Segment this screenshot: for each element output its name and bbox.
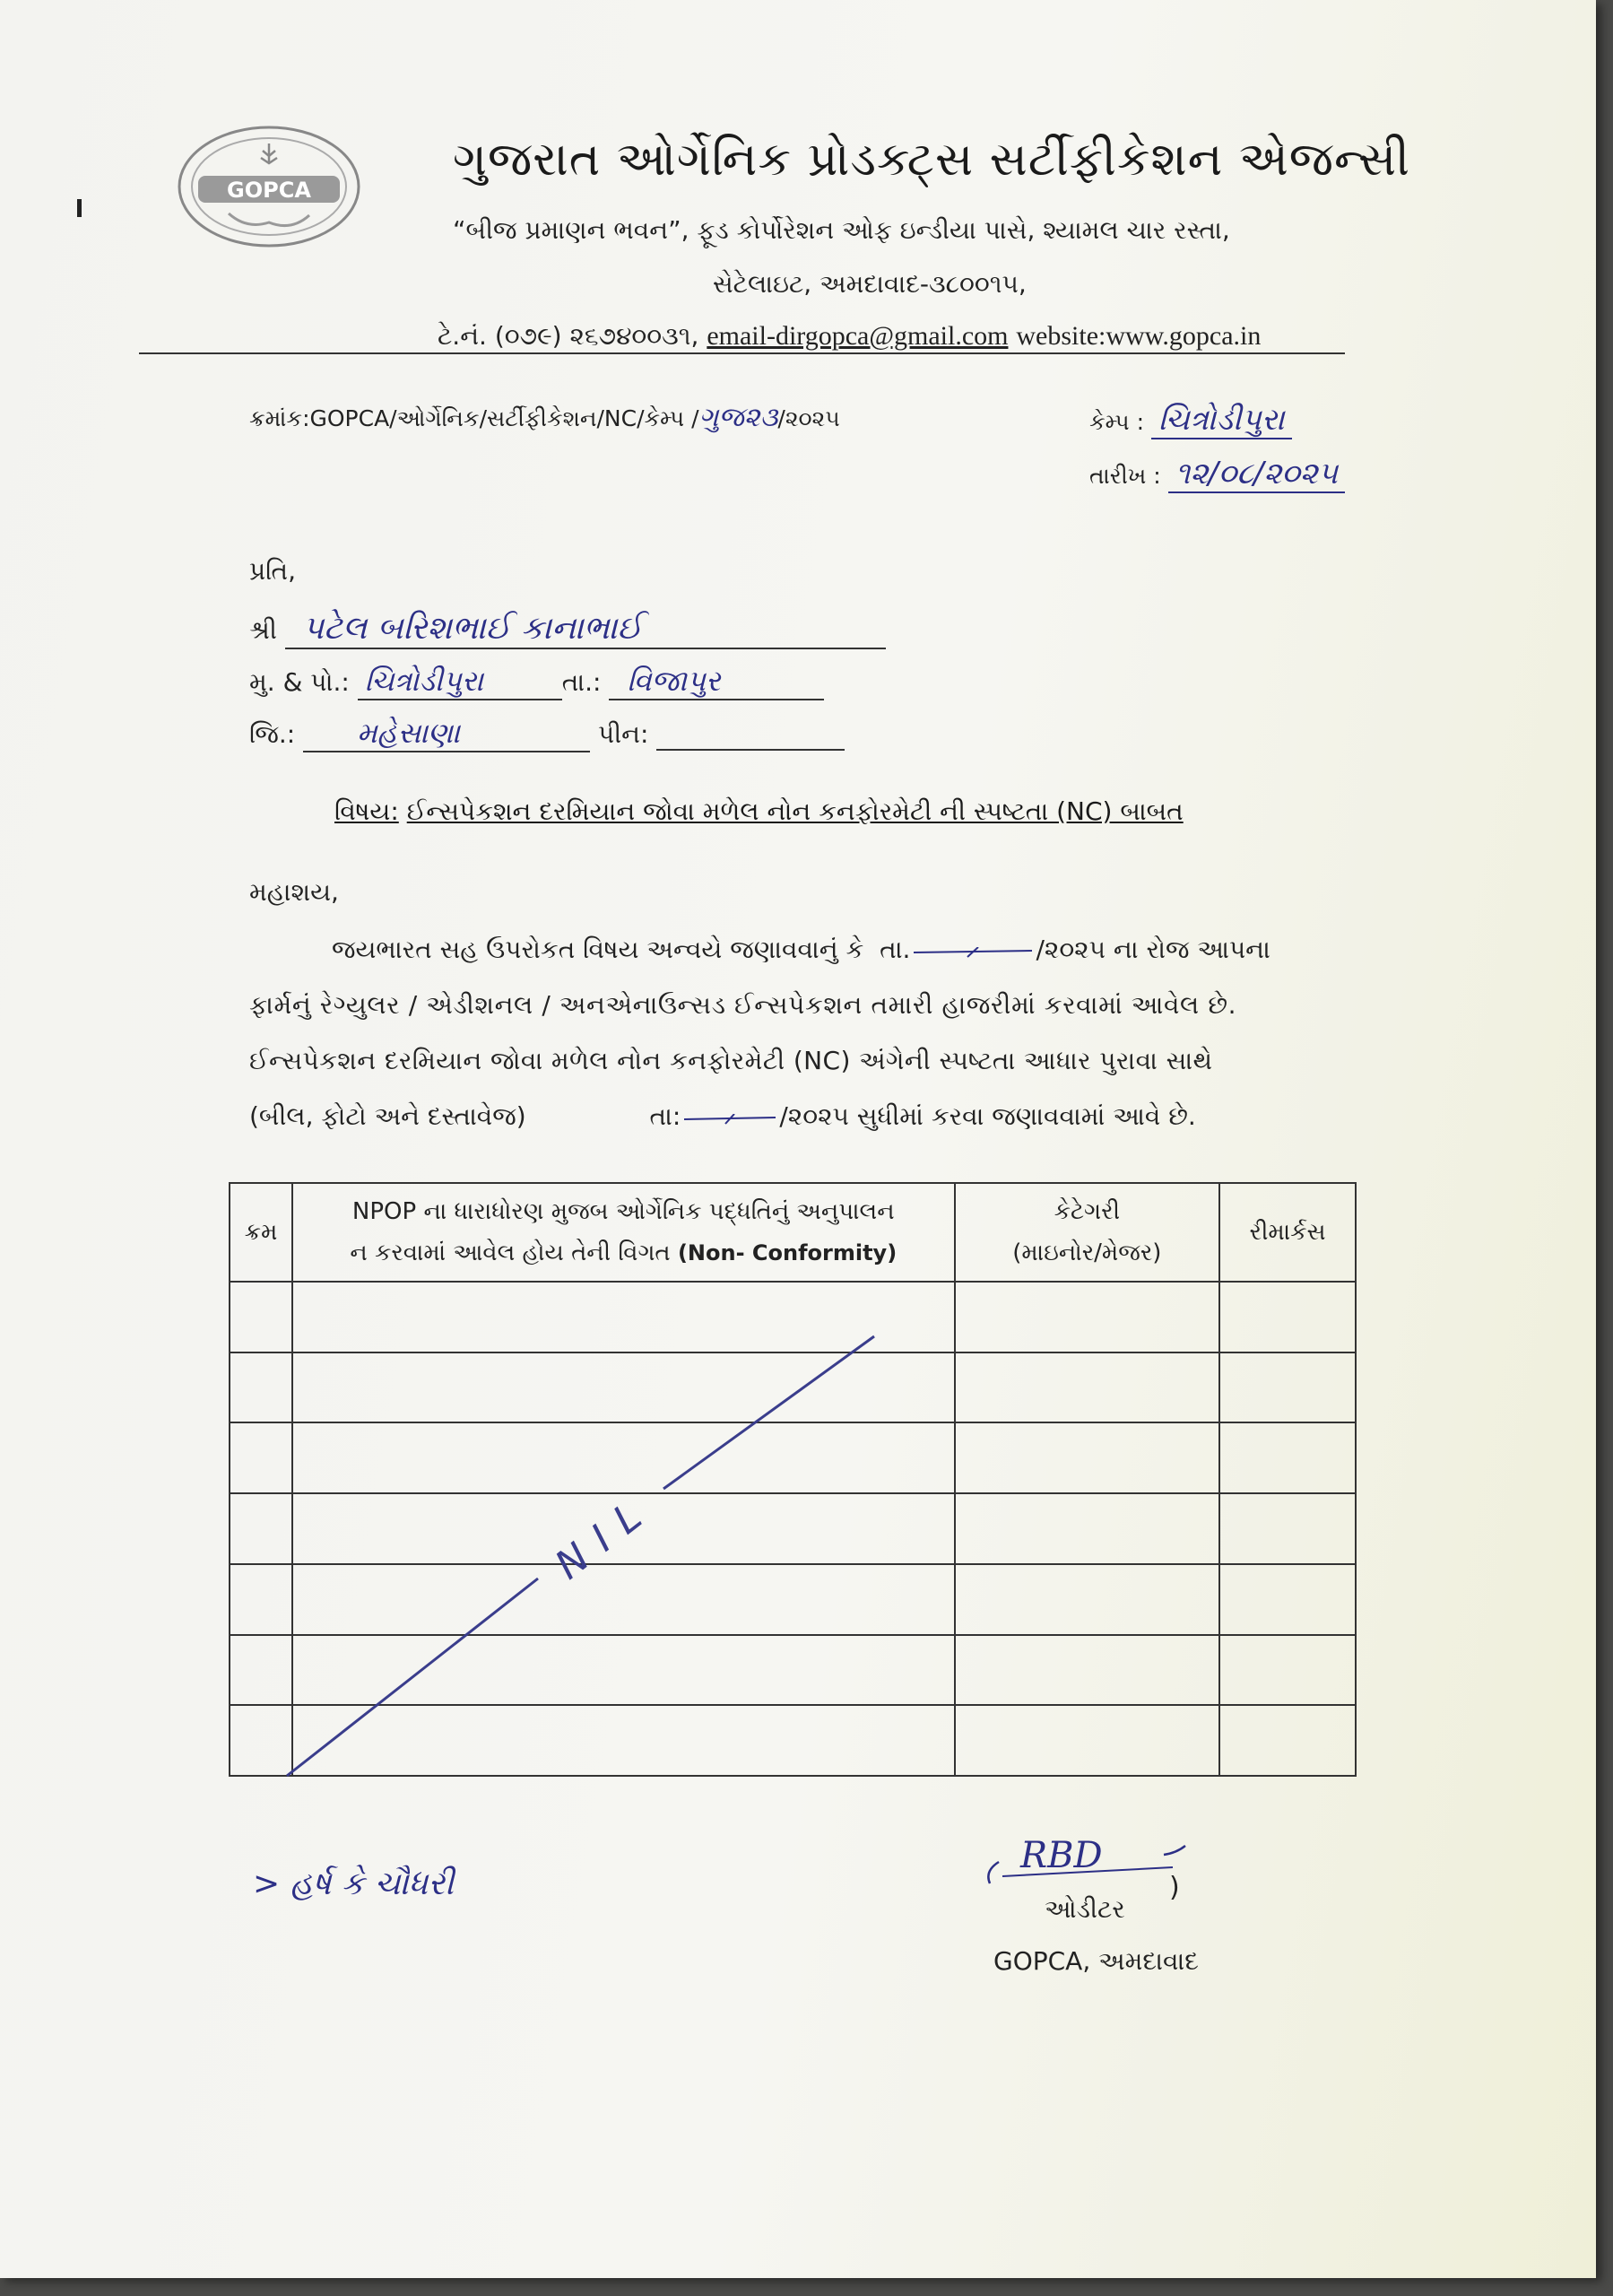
col-category-line-1: કેટેગરી xyxy=(1054,1198,1121,1225)
organization-title: ગુજરાત ઓર્ગેનિક પ્રોડક્ટ્સ સર્ટીફીકેશન એજન્સી xyxy=(453,133,1411,187)
auditor-organization: GOPCA, અમદાવાદ xyxy=(993,1946,1199,1976)
body-line-3: ઈન્સપેકશન દરમિયાન જોવા મળેલ નોન કનફોરમેટી (NC) અંગેની સ્પષ્ટતા આધાર પુરાવા સાથે xyxy=(249,1046,1213,1075)
address-line-1: “બીજ પ્રમાણન ભવન”, ફૂડ કોર્પોરેશન ઓફ ઇન્ડીયા પાસે, શ્યામલ ચાર રસ્તા, xyxy=(453,215,1230,245)
address-line-2: સેટેલાઇટ, અમદાવાદ-૩૮૦૦૧૫, xyxy=(713,269,1027,299)
punch-mark xyxy=(77,199,82,217)
logo-text: GOPCA xyxy=(227,178,311,203)
pin-label: પીન: xyxy=(597,719,649,749)
auditor-label: ઓડીટર xyxy=(1045,1894,1125,1924)
addressee-to: પ્રતિ, xyxy=(249,556,296,586)
salutation: મહાશય, xyxy=(249,877,339,907)
inspection-date-blank xyxy=(910,935,1036,964)
body-line-4b: તા: xyxy=(649,1101,681,1131)
pin-blank xyxy=(656,719,845,751)
date-label: તારીખ : xyxy=(1089,463,1161,489)
subject-label: વિષય: xyxy=(334,796,399,826)
camp-value: ચિત્રોડીપુરા xyxy=(1151,402,1292,439)
col-detail-header xyxy=(292,1183,955,1282)
col-detail-english: (Non- Conformity) xyxy=(677,1240,898,1265)
village-label: મુ. & પો.: xyxy=(249,667,350,697)
svg-text:): ) xyxy=(1169,1872,1180,1901)
village-value: ચિત્રોડીપુરા xyxy=(358,664,562,700)
reference-number xyxy=(249,402,840,433)
col-sr-header: ક્રમ xyxy=(230,1183,292,1282)
email-address: email-dirgopca@gmail.com xyxy=(707,321,1009,351)
body-line-1 xyxy=(332,935,1270,965)
col-remarks-header: રીમાર્કસ xyxy=(1219,1183,1356,1282)
subject-text: ઈન્સપેકશન દરમિયાન જોવા મળેલ નોન કનફોરમેટી ની સ્પષ્ટતા (NC) બાબત xyxy=(406,796,1184,826)
col-category-header xyxy=(955,1183,1220,1282)
camp-field xyxy=(1089,402,1292,438)
shri-label: શ્રી xyxy=(249,615,277,645)
body-line-4a: (બીલ, ફોટો અને દસ્તાવેજ) xyxy=(249,1101,526,1131)
body-line-1a: જયભારત સહ ઉપરોકત વિષય અન્વયે જણાવવાનું કે xyxy=(332,935,864,964)
gopca-logo xyxy=(175,124,363,249)
nil-strike-mark xyxy=(269,1327,897,1785)
col-detail-line-2: ન કરવામાં આવેલ હોય તેની વિગત xyxy=(350,1239,671,1266)
district-value: મહેસાણા xyxy=(303,716,590,752)
reference-prefix: ક્રમાંક:GOPCA/ઓર્ગેનિક/સર્ટીફીકેશન/NC/કેમ્પ / xyxy=(249,405,699,431)
camp-label: કેમ્પ : xyxy=(1089,409,1144,435)
body-line-1b: તા. xyxy=(880,935,911,964)
reference-handwritten-number: ગુજ૨૩ xyxy=(698,402,778,433)
taluka-value: વિજાપુર xyxy=(609,664,824,700)
signature-initials: RBD xyxy=(1020,1835,1103,1876)
reference-suffix: /૨૦૨૫ xyxy=(777,405,840,431)
body-line-2: ફાર્મનું રેગ્યુલર / એડીશનલ / અનએનાઉન્સડ ઈન્સપેકશન તમારી હાજરીમાં કરવામાં આવેલ છે. xyxy=(249,990,1237,1020)
district-row xyxy=(249,716,845,752)
date-field xyxy=(1089,456,1345,491)
auditor-signature xyxy=(984,1821,1200,1901)
district-label: જિ.: xyxy=(249,719,296,749)
body-line-4 xyxy=(249,1101,1196,1132)
body-line-1c: /૨૦૨૫ ના રોજ આપના xyxy=(1036,935,1270,964)
table-header-row xyxy=(230,1183,1356,1282)
website: website:www.gopca.in xyxy=(1016,321,1262,351)
handwritten-farmer-note: > હર્ષ કે ચૌધરી xyxy=(253,1866,455,1902)
date-value: ૧૨/૦૮/૨૦૨૫ xyxy=(1168,456,1345,493)
addressee-name: પટેલ બરિશભાઈ કાનાભાઈ xyxy=(285,610,886,649)
reply-date-blank xyxy=(681,1101,779,1131)
col-detail-line-1: NPOP ના ધારાધોરણ મુજબ ઓર્ગેનિક પદ્ધતિનું અનુપાલન xyxy=(351,1198,895,1225)
body-line-4c: /૨૦૨૫ સુધીમાં કરવા જણાવવામાં આવે છે. xyxy=(779,1101,1196,1131)
phone-number: ટે.નં. (૦૭૯) ૨૬૭૪૦૦૩૧, xyxy=(438,321,699,351)
taluka-label: તા.: xyxy=(561,667,602,697)
addressee-name-row xyxy=(249,610,886,649)
village-row xyxy=(249,664,824,700)
contact-line xyxy=(438,321,1261,352)
subject-line xyxy=(334,796,1184,827)
nil-text: NIL xyxy=(547,1483,663,1589)
header-divider xyxy=(139,352,1345,354)
col-category-line-2: (માઇનોર/મેજર) xyxy=(1012,1239,1162,1266)
